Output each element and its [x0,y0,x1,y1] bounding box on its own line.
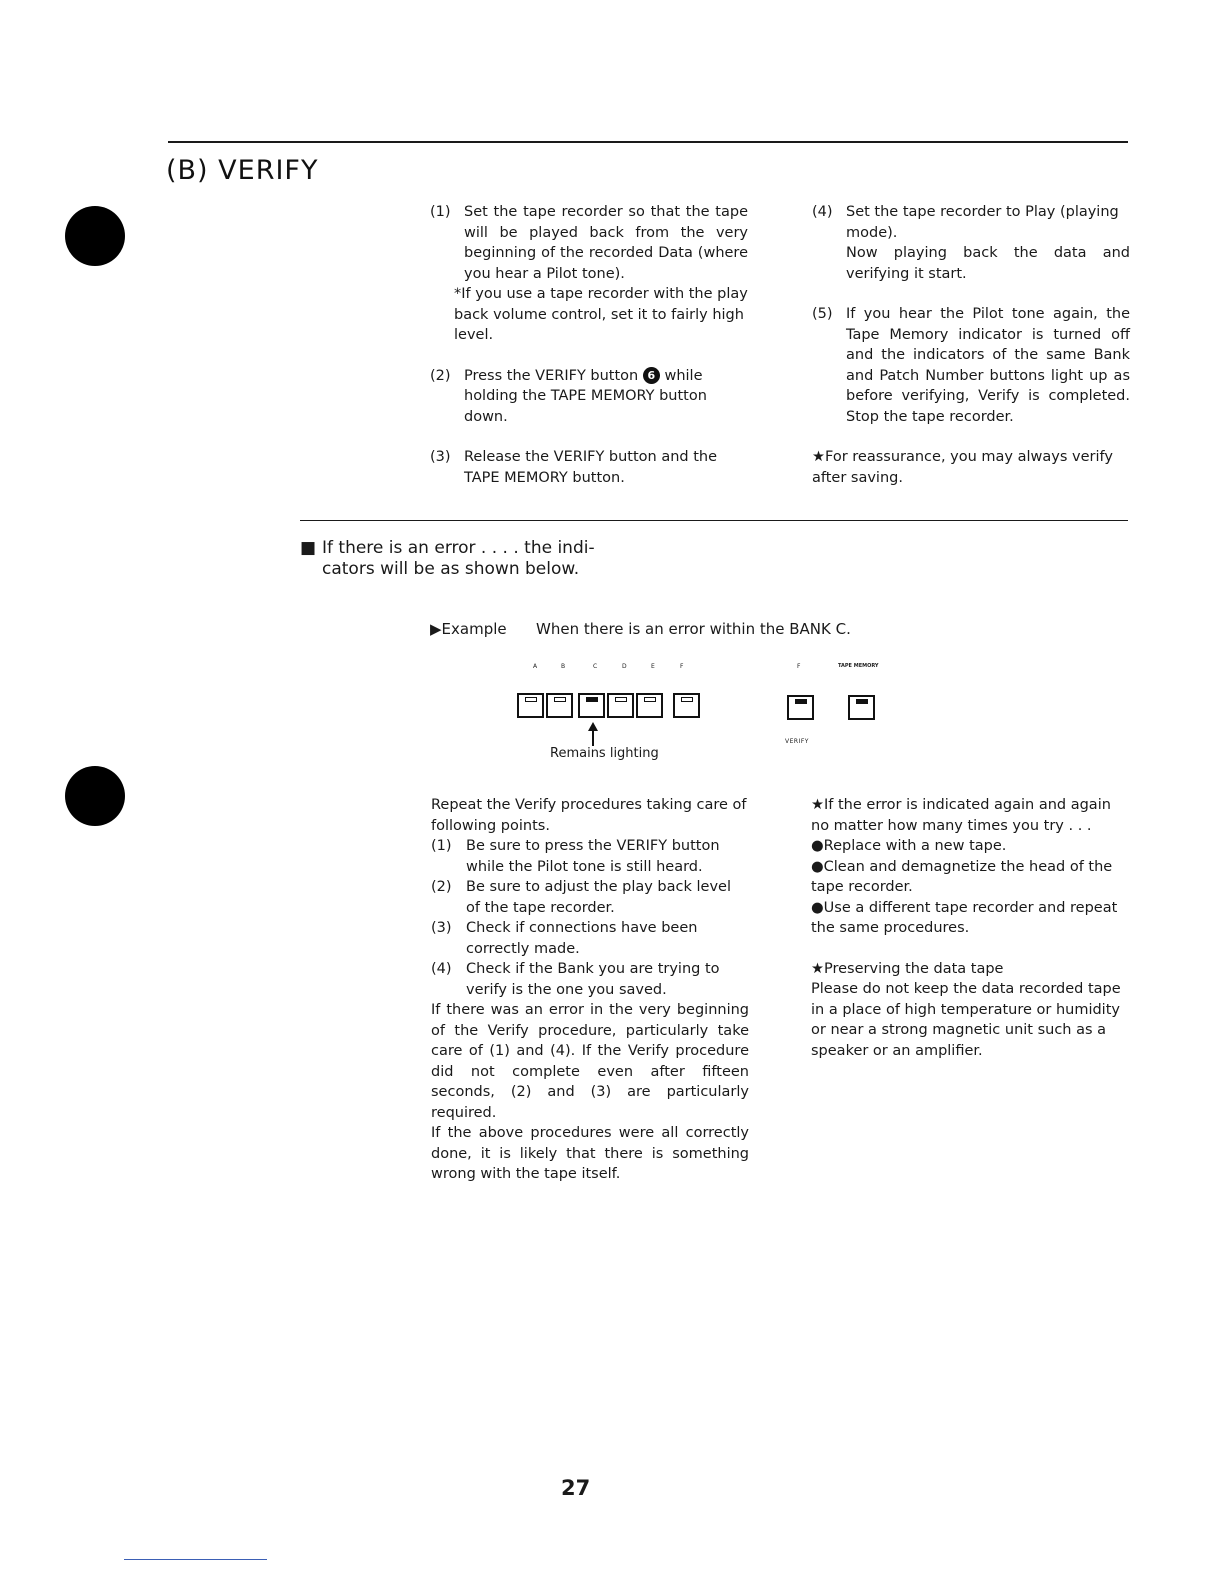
check-item-1: (1) Be sure to press the VERIFY button while the Pilot tone is still heard. [431,838,720,875]
bank-button-f [673,693,700,718]
troubleshoot-bullet-3: ●Use a different tape recorder and repeat the same procedures. [811,899,1118,936]
step-1: (1) Set the tape recorder so that the tape will be played back from the very beginning of the recorded Data (where you hear a Pilot tone). [430,204,748,282]
bank-lamp-a [525,697,537,702]
tape-fault-paragraph: If the above procedures were all correctly done, it is likely that there is something wrong with the tape itself. [431,1125,749,1182]
page-number: 27 [561,1476,591,1500]
repeated-error-note: ★If the error is indicated again and again no matter how many times you try . . . [811,797,1111,834]
bank-letter-b: B [561,663,566,670]
tape-memory-button [848,695,875,720]
bank-letter-f: F [680,663,684,670]
bank-letter-c: C [593,663,598,670]
bank-button-e [636,693,663,718]
repeat-intro: Repeat the Verify procedures taking care of following points. [431,797,747,834]
example-label: ▶Example [430,620,507,638]
bank-button-a [517,693,544,718]
bank-lamp-c [586,697,598,702]
check-item-4: (4) Check if the Bank you are trying to verify is the one you saved. [431,961,720,998]
section-title: (B) VERIFY [166,155,319,186]
bank-button-d [607,693,634,718]
bank-lamp-d [615,697,627,702]
troubleshoot-bullet-1: ●Replace with a new tape. [811,838,1007,854]
troubleshoot-bullet-2: ●Clean and demagnetize the head of the tape recorder. [811,858,1113,895]
bank-letter-a: A [533,663,538,670]
bank-lamp-e [644,697,656,702]
up-arrow-icon [586,722,600,746]
bank-lamp-b [554,697,566,702]
step-4: (4) Set the tape recorder to Play (playing mode). Now playing back the data and verifying it start. [812,204,1130,282]
bank-letter-e: E [651,663,655,670]
tape-memory-label: TAPE MEMORY [838,663,879,669]
indicator-panel [0,0,1224,780]
verify-lamp [795,699,807,704]
bank-lamp-f [681,697,693,702]
check-item-2: (2) Be sure to adjust the play back level of the tape recorder. [431,879,731,916]
error-beginning-paragraph: If there was an error in the very beginning of the Verify procedure, particularly take care of (1) and (4). If the Verify procedure did not complete even after fifteen seconds, (2) and (3) are particularly required. [431,1002,749,1121]
check-item-3: (3) Check if connections have been correctly made. [431,920,698,957]
bank-letter-d: D [622,663,627,670]
tape-memory-lamp [856,699,868,704]
verify-label: VERIFY [785,738,809,745]
example-text: When there is an error within the BANK C. [536,620,851,638]
bank-button-b [546,693,573,718]
reassurance-note: ★For reassurance, you may always verify after saving. [812,449,1113,486]
f-label: F [797,663,801,670]
error-heading: ■ If there is an error . . . . the indi- cators will be as shown below. [300,538,595,579]
step-2: (2) Press the VERIFY button 6 while holding the TAPE MEMORY button down. [430,367,707,425]
troubleshoot-column [811,795,1129,1061]
preserving-text: Please do not keep the data recorded tape in a place of high temperature or humidity or near a strong magnetic unit such as a speaker or an amplifier. [811,981,1121,1059]
preserving-title: ★Preserving the data tape [811,960,1004,977]
verify-button [787,695,814,720]
number-6-badge: 6 [643,367,660,384]
bottom-blue-line [124,1559,267,1560]
repeat-procedures-column [431,795,749,1185]
remains-lighting-caption: Remains lighting [550,746,659,761]
step-3: (3) Release the VERIFY button and the TAPE MEMORY button. [430,449,718,486]
step-5: (5) If you hear the Pilot tone again, the Tape Memory indicator is turned off and the indicators of the same Bank and Patch Number buttons light up as before verifying, Verify is completed. Stop the tape recorder. [812,306,1130,425]
step-1-note: *If you use a tape recorder with the play back volume control, set it to fairly high level. [454,286,748,343]
bank-button-c [578,693,605,718]
square-bullet-icon: ■ [300,538,317,558]
